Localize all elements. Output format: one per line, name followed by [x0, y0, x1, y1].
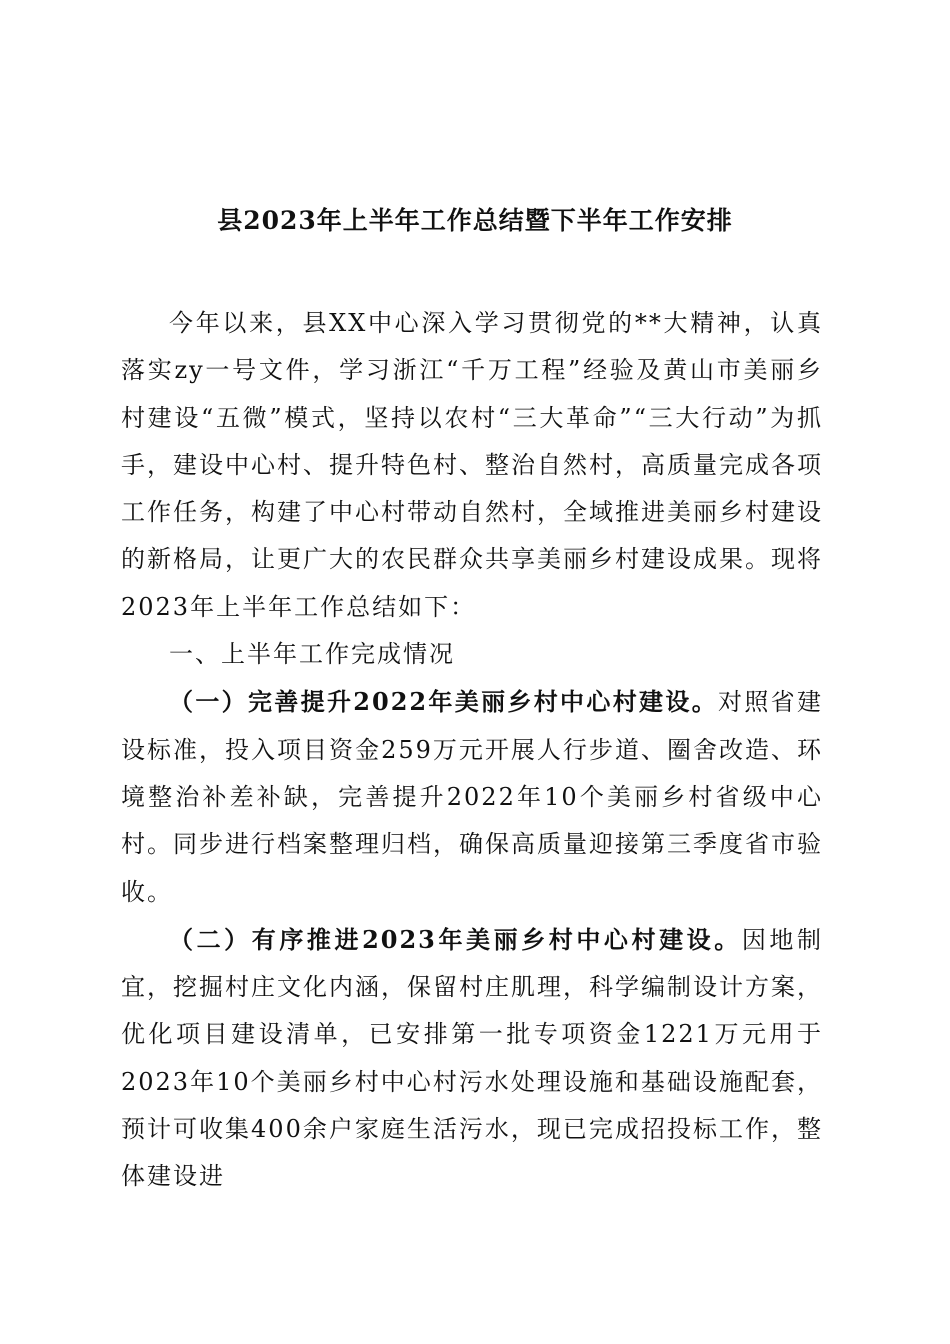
intro-paragraph: 今年以来，县XX中心深入学习贯彻党的**大精神，认真落实zy一号文件，学习浙江“千万工程”经验及黄山市美丽乡村建设“五微”模式，坚持以农村“三大革命”“三大行动”为抓手，建设中心村、提升特色村、整治自然村，高质量完成各项工作任务，构建了中心村带动自然村，全域推进美丽乡村建设的新格局，让更广大的农民群众共享美丽乡村建设成果。现将2023年上半年工作总结如下：	[121, 309, 823, 621]
item-lead-1: （一）完善提升2022年美丽乡村中心村建设。	[169, 687, 719, 717]
item-paragraph-2	[121, 916, 823, 1201]
item-lead-2: （二）有序推进2023年美丽乡村中心村建设。	[169, 924, 742, 954]
section-heading: 一、上半年工作完成情况	[169, 640, 455, 669]
document-body	[121, 300, 823, 1201]
item-paragraph-1	[121, 678, 823, 915]
item-text-2: 因地制宜，挖掘村庄文化内涵，保留村庄肌理，科学编制设计方案，优化项目建设清单，已安排第一批专项资金1221万元用于2023年10个美丽乡村中心村污水处理设施和基础设施配套，预计可收集400余户家庭生活污水，现已完成招投标工作，整体建设进	[121, 925, 824, 1191]
item-text-1: 对照省建设标准，投入项目资金259万元开展人行步道、圈舍改造、环境整治补差补缺，完善提升2022年10个美丽乡村省级中心村。同步进行档案整理归档，确保高质量迎接第三季度省市验收。	[121, 688, 824, 906]
document-title: 县2023年上半年工作总结暨下半年工作安排	[217, 206, 733, 235]
